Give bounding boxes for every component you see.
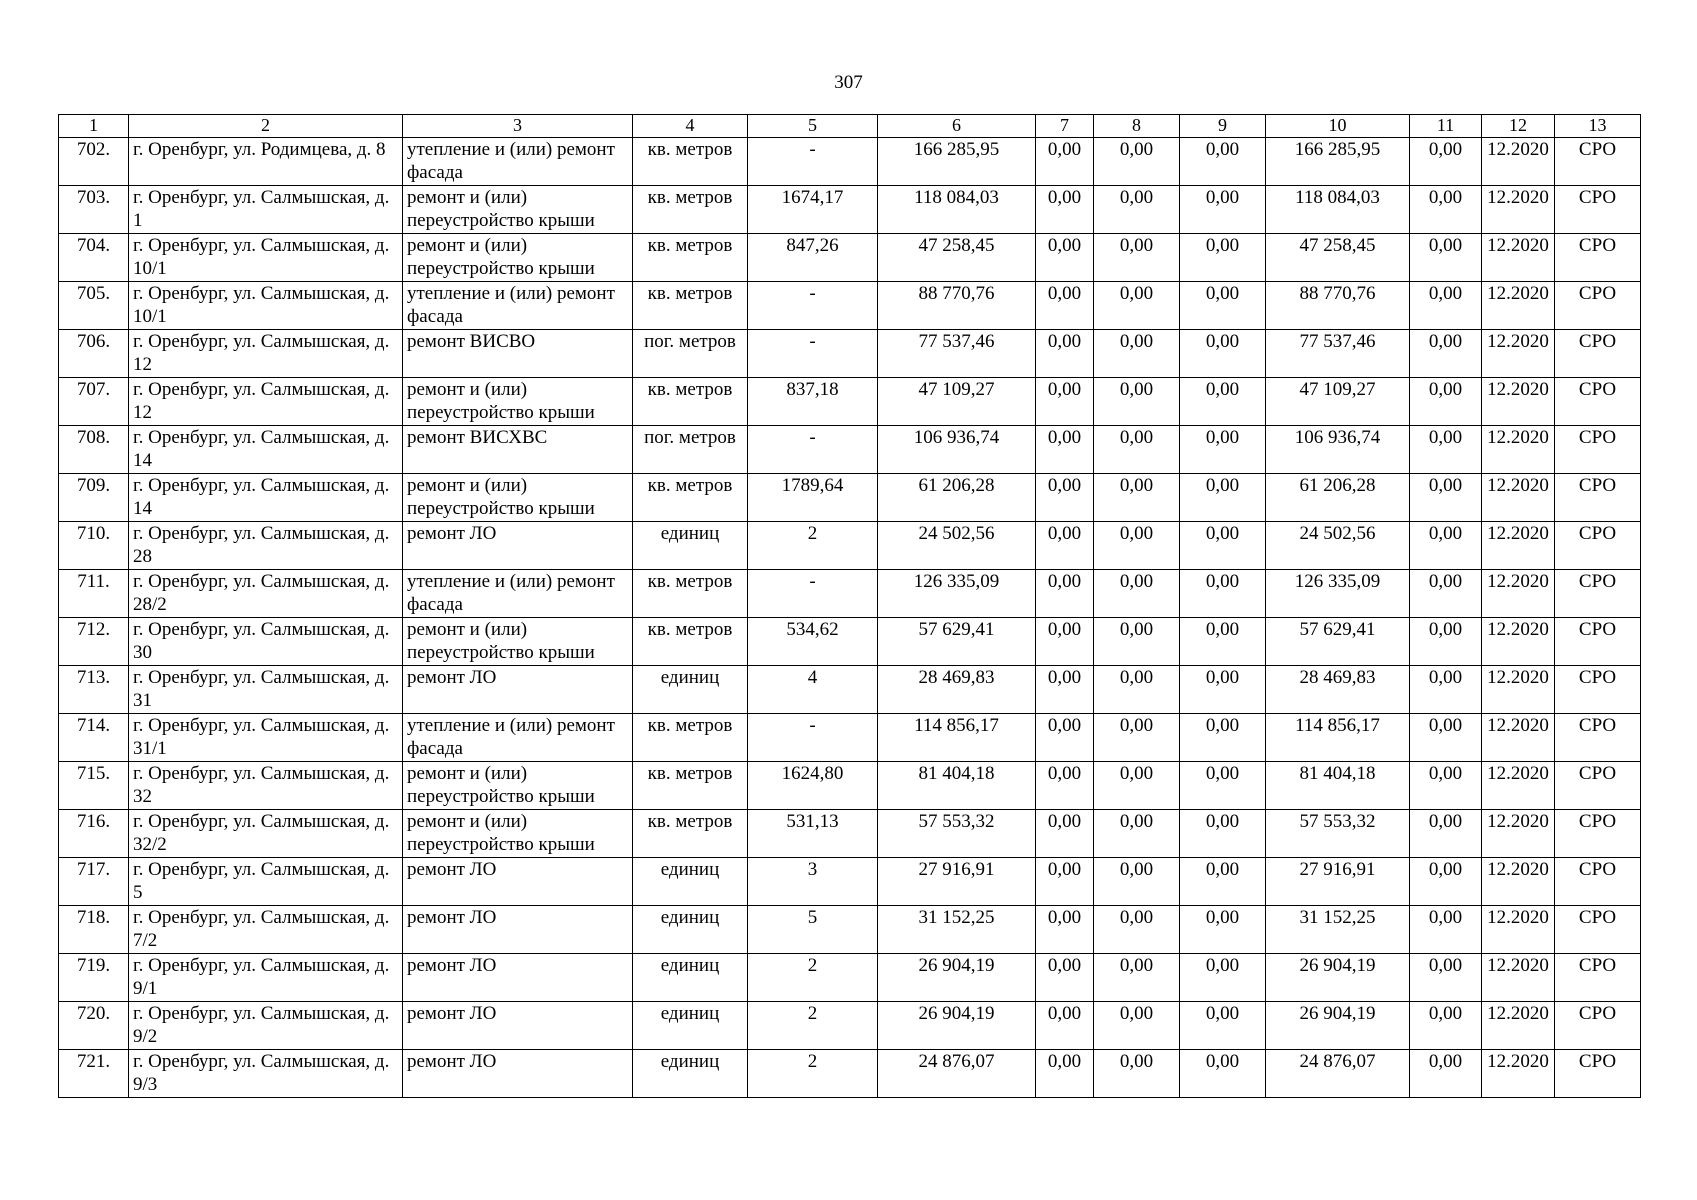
fund-cell: 0,00 [1410, 522, 1482, 570]
fund-cell: 0,00 [1094, 810, 1180, 858]
fund-cell: 0,00 [1094, 426, 1180, 474]
fund-cell: 0,00 [1094, 618, 1180, 666]
fund-cell: 0,00 [1180, 426, 1266, 474]
owner-funds-cell: 47 109,27 [1266, 378, 1410, 426]
deadline-cell: 12.2020 [1482, 234, 1555, 282]
fund-cell: 0,00 [1036, 858, 1094, 906]
total-cost-cell: 26 904,19 [878, 954, 1036, 1002]
deadline-cell: 12.2020 [1482, 570, 1555, 618]
row-number: 709. [59, 474, 129, 522]
deadline-cell: 12.2020 [1482, 858, 1555, 906]
quantity-cell: 534,62 [748, 618, 878, 666]
table-row [59, 570, 1641, 618]
row-number: 710. [59, 522, 129, 570]
table-row [59, 474, 1641, 522]
unit-cell: кв. метров [633, 474, 748, 522]
total-cost-cell: 28 469,83 [878, 666, 1036, 714]
fund-cell: 0,00 [1180, 618, 1266, 666]
deadline-cell: 12.2020 [1482, 1002, 1555, 1050]
unit-cell: кв. метров [633, 714, 748, 762]
fund-owner-cell: СРО [1555, 234, 1641, 282]
row-number: 705. [59, 282, 129, 330]
deadline-cell: 12.2020 [1482, 810, 1555, 858]
fund-cell: 0,00 [1180, 858, 1266, 906]
quantity-cell: 4 [748, 666, 878, 714]
fund-cell: 0,00 [1094, 858, 1180, 906]
owner-funds-cell: 28 469,83 [1266, 666, 1410, 714]
fund-cell: 0,00 [1180, 474, 1266, 522]
deadline-cell: 12.2020 [1482, 906, 1555, 954]
work-type-cell: ремонт ЛО [403, 858, 633, 906]
quantity-cell: 2 [748, 1002, 878, 1050]
table-row [59, 426, 1641, 474]
fund-cell: 0,00 [1180, 378, 1266, 426]
fund-cell: 0,00 [1094, 138, 1180, 186]
fund-cell: 0,00 [1410, 282, 1482, 330]
fund-cell: 0,00 [1036, 762, 1094, 810]
total-cost-cell: 81 404,18 [878, 762, 1036, 810]
deadline-cell: 12.2020 [1482, 762, 1555, 810]
unit-cell: пог. метров [633, 330, 748, 378]
fund-cell: 0,00 [1036, 1050, 1094, 1098]
address-cell: г. Оренбург, ул. Салмышская, д. 10/1 [129, 234, 403, 282]
fund-owner-cell: СРО [1555, 282, 1641, 330]
total-cost-cell: 61 206,28 [878, 474, 1036, 522]
unit-cell: кв. метров [633, 618, 748, 666]
fund-owner-cell: СРО [1555, 186, 1641, 234]
address-cell: г. Оренбург, ул. Салмышская, д. 7/2 [129, 906, 403, 954]
column-number: 12 [1482, 115, 1555, 138]
table-row [59, 330, 1641, 378]
owner-funds-cell: 81 404,18 [1266, 762, 1410, 810]
owner-funds-cell: 26 904,19 [1266, 1002, 1410, 1050]
table-row [59, 234, 1641, 282]
fund-cell: 0,00 [1410, 426, 1482, 474]
fund-cell: 0,00 [1410, 810, 1482, 858]
fund-owner-cell: СРО [1555, 1002, 1641, 1050]
deadline-cell: 12.2020 [1482, 618, 1555, 666]
fund-cell: 0,00 [1180, 714, 1266, 762]
fund-cell: 0,00 [1180, 810, 1266, 858]
address-cell: г. Оренбург, ул. Салмышская, д. 14 [129, 426, 403, 474]
unit-cell: единиц [633, 858, 748, 906]
total-cost-cell: 106 936,74 [878, 426, 1036, 474]
address-cell: г. Оренбург, ул. Салмышская, д. 32 [129, 762, 403, 810]
fund-cell: 0,00 [1180, 522, 1266, 570]
fund-cell: 0,00 [1180, 330, 1266, 378]
fund-cell: 0,00 [1094, 378, 1180, 426]
unit-cell: единиц [633, 1002, 748, 1050]
address-cell: г. Оренбург, ул. Салмышская, д. 31 [129, 666, 403, 714]
column-number: 1 [59, 115, 129, 138]
deadline-cell: 12.2020 [1482, 282, 1555, 330]
quantity-cell: 3 [748, 858, 878, 906]
quantity-cell: 1624,80 [748, 762, 878, 810]
table-row [59, 186, 1641, 234]
work-type-cell: утепление и (или) ремонт фасада [403, 714, 633, 762]
work-type-cell: ремонт ЛО [403, 1050, 633, 1098]
deadline-cell: 12.2020 [1482, 714, 1555, 762]
unit-cell: кв. метров [633, 138, 748, 186]
deadline-cell: 12.2020 [1482, 378, 1555, 426]
address-cell: г. Оренбург, ул. Родимцева, д. 8 [129, 138, 403, 186]
fund-cell: 0,00 [1094, 570, 1180, 618]
fund-cell: 0,00 [1036, 1002, 1094, 1050]
owner-funds-cell: 24 876,07 [1266, 1050, 1410, 1098]
fund-owner-cell: СРО [1555, 954, 1641, 1002]
fund-cell: 0,00 [1180, 1050, 1266, 1098]
fund-cell: 0,00 [1410, 762, 1482, 810]
fund-owner-cell: СРО [1555, 570, 1641, 618]
address-cell: г. Оренбург, ул. Салмышская, д. 5 [129, 858, 403, 906]
owner-funds-cell: 126 335,09 [1266, 570, 1410, 618]
fund-cell: 0,00 [1180, 1002, 1266, 1050]
fund-cell: 0,00 [1036, 810, 1094, 858]
total-cost-cell: 126 335,09 [878, 570, 1036, 618]
fund-cell: 0,00 [1094, 474, 1180, 522]
total-cost-cell: 114 856,17 [878, 714, 1036, 762]
fund-cell: 0,00 [1036, 234, 1094, 282]
fund-owner-cell: СРО [1555, 666, 1641, 714]
table-row [59, 954, 1641, 1002]
fund-cell: 0,00 [1410, 858, 1482, 906]
address-cell: г. Оренбург, ул. Салмышская, д. 10/1 [129, 282, 403, 330]
owner-funds-cell: 114 856,17 [1266, 714, 1410, 762]
work-type-cell: ремонт и (или) переустройство крыши [403, 810, 633, 858]
quantity-cell: 2 [748, 954, 878, 1002]
fund-cell: 0,00 [1180, 282, 1266, 330]
owner-funds-cell: 31 152,25 [1266, 906, 1410, 954]
fund-cell: 0,00 [1036, 378, 1094, 426]
deadline-cell: 12.2020 [1482, 330, 1555, 378]
fund-owner-cell: СРО [1555, 378, 1641, 426]
unit-cell: кв. метров [633, 570, 748, 618]
row-number: 702. [59, 138, 129, 186]
address-cell: г. Оренбург, ул. Салмышская, д. 9/2 [129, 1002, 403, 1050]
deadline-cell: 12.2020 [1482, 186, 1555, 234]
work-type-cell: ремонт ЛО [403, 666, 633, 714]
table-row [59, 522, 1641, 570]
address-cell: г. Оренбург, ул. Салмышская, д. 9/3 [129, 1050, 403, 1098]
work-type-cell: ремонт ЛО [403, 954, 633, 1002]
total-cost-cell: 24 502,56 [878, 522, 1036, 570]
quantity-cell: 837,18 [748, 378, 878, 426]
total-cost-cell: 27 916,91 [878, 858, 1036, 906]
column-number: 5 [748, 115, 878, 138]
fund-cell: 0,00 [1094, 282, 1180, 330]
quantity-cell: - [748, 282, 878, 330]
fund-owner-cell: СРО [1555, 1050, 1641, 1098]
fund-cell: 0,00 [1094, 1050, 1180, 1098]
fund-owner-cell: СРО [1555, 474, 1641, 522]
quantity-cell: - [748, 426, 878, 474]
column-number: 9 [1180, 115, 1266, 138]
address-cell: г. Оренбург, ул. Салмышская, д. 9/1 [129, 954, 403, 1002]
unit-cell: кв. метров [633, 234, 748, 282]
quantity-cell: - [748, 714, 878, 762]
quantity-cell: 5 [748, 906, 878, 954]
unit-cell: единиц [633, 1050, 748, 1098]
page-number: 307 [834, 72, 863, 93]
fund-cell: 0,00 [1094, 330, 1180, 378]
fund-owner-cell: СРО [1555, 330, 1641, 378]
fund-cell: 0,00 [1094, 906, 1180, 954]
address-cell: г. Оренбург, ул. Салмышская, д. 12 [129, 378, 403, 426]
column-number: 8 [1094, 115, 1180, 138]
fund-cell: 0,00 [1036, 138, 1094, 186]
column-number-row [59, 115, 1641, 138]
fund-owner-cell: СРО [1555, 858, 1641, 906]
table-row [59, 1002, 1641, 1050]
fund-cell: 0,00 [1180, 906, 1266, 954]
row-number: 707. [59, 378, 129, 426]
fund-cell: 0,00 [1036, 714, 1094, 762]
table-row [59, 138, 1641, 186]
total-cost-cell: 47 258,45 [878, 234, 1036, 282]
fund-cell: 0,00 [1036, 570, 1094, 618]
row-number: 719. [59, 954, 129, 1002]
owner-funds-cell: 57 629,41 [1266, 618, 1410, 666]
total-cost-cell: 77 537,46 [878, 330, 1036, 378]
fund-cell: 0,00 [1094, 1002, 1180, 1050]
owner-funds-cell: 88 770,76 [1266, 282, 1410, 330]
fund-cell: 0,00 [1410, 954, 1482, 1002]
deadline-cell: 12.2020 [1482, 138, 1555, 186]
row-number: 716. [59, 810, 129, 858]
fund-cell: 0,00 [1410, 570, 1482, 618]
fund-cell: 0,00 [1180, 186, 1266, 234]
fund-cell: 0,00 [1410, 906, 1482, 954]
fund-cell: 0,00 [1180, 666, 1266, 714]
total-cost-cell: 88 770,76 [878, 282, 1036, 330]
fund-cell: 0,00 [1410, 378, 1482, 426]
total-cost-cell: 57 553,32 [878, 810, 1036, 858]
fund-cell: 0,00 [1410, 714, 1482, 762]
fund-cell: 0,00 [1036, 282, 1094, 330]
quantity-cell: - [748, 330, 878, 378]
row-number: 715. [59, 762, 129, 810]
column-number: 6 [878, 115, 1036, 138]
owner-funds-cell: 106 936,74 [1266, 426, 1410, 474]
fund-cell: 0,00 [1410, 618, 1482, 666]
total-cost-cell: 47 109,27 [878, 378, 1036, 426]
work-type-cell: ремонт и (или) переустройство крыши [403, 378, 633, 426]
work-type-cell: ремонт ЛО [403, 906, 633, 954]
fund-cell: 0,00 [1036, 330, 1094, 378]
work-type-cell: утепление и (или) ремонт фасада [403, 570, 633, 618]
quantity-cell: - [748, 138, 878, 186]
owner-funds-cell: 27 916,91 [1266, 858, 1410, 906]
work-type-cell: ремонт и (или) переустройство крыши [403, 234, 633, 282]
deadline-cell: 12.2020 [1482, 1050, 1555, 1098]
address-cell: г. Оренбург, ул. Салмышская, д. 1 [129, 186, 403, 234]
unit-cell: пог. метров [633, 426, 748, 474]
fund-cell: 0,00 [1094, 714, 1180, 762]
fund-cell: 0,00 [1036, 522, 1094, 570]
fund-cell: 0,00 [1094, 954, 1180, 1002]
fund-cell: 0,00 [1410, 234, 1482, 282]
deadline-cell: 12.2020 [1482, 666, 1555, 714]
fund-cell: 0,00 [1094, 234, 1180, 282]
fund-cell: 0,00 [1036, 474, 1094, 522]
row-number: 721. [59, 1050, 129, 1098]
column-number: 4 [633, 115, 748, 138]
table-row [59, 906, 1641, 954]
address-cell: г. Оренбург, ул. Салмышская, д. 30 [129, 618, 403, 666]
fund-cell: 0,00 [1036, 186, 1094, 234]
address-cell: г. Оренбург, ул. Салмышская, д. 32/2 [129, 810, 403, 858]
unit-cell: кв. метров [633, 378, 748, 426]
fund-owner-cell: СРО [1555, 618, 1641, 666]
row-number: 714. [59, 714, 129, 762]
fund-owner-cell: СРО [1555, 714, 1641, 762]
quantity-cell: 1789,64 [748, 474, 878, 522]
deadline-cell: 12.2020 [1482, 474, 1555, 522]
quantity-cell: 2 [748, 522, 878, 570]
fund-cell: 0,00 [1180, 570, 1266, 618]
owner-funds-cell: 24 502,56 [1266, 522, 1410, 570]
fund-cell: 0,00 [1410, 186, 1482, 234]
owner-funds-cell: 57 553,32 [1266, 810, 1410, 858]
address-cell: г. Оренбург, ул. Салмышская, д. 12 [129, 330, 403, 378]
fund-owner-cell: СРО [1555, 138, 1641, 186]
work-type-cell: ремонт и (или) переустройство крыши [403, 762, 633, 810]
column-number: 13 [1555, 115, 1641, 138]
row-number: 718. [59, 906, 129, 954]
address-cell: г. Оренбург, ул. Салмышская, д. 14 [129, 474, 403, 522]
quantity-cell: 531,13 [748, 810, 878, 858]
owner-funds-cell: 47 258,45 [1266, 234, 1410, 282]
column-number: 11 [1410, 115, 1482, 138]
fund-cell: 0,00 [1180, 954, 1266, 1002]
fund-cell: 0,00 [1410, 666, 1482, 714]
row-number: 706. [59, 330, 129, 378]
unit-cell: единиц [633, 666, 748, 714]
work-type-cell: ремонт ЛО [403, 1002, 633, 1050]
fund-cell: 0,00 [1036, 906, 1094, 954]
total-cost-cell: 26 904,19 [878, 1002, 1036, 1050]
quantity-cell: 2 [748, 1050, 878, 1098]
unit-cell: единиц [633, 954, 748, 1002]
fund-owner-cell: СРО [1555, 426, 1641, 474]
owner-funds-cell: 26 904,19 [1266, 954, 1410, 1002]
unit-cell: кв. метров [633, 810, 748, 858]
row-number: 711. [59, 570, 129, 618]
work-type-cell: утепление и (или) ремонт фасада [403, 138, 633, 186]
column-number: 2 [129, 115, 403, 138]
owner-funds-cell: 166 285,95 [1266, 138, 1410, 186]
column-number: 10 [1266, 115, 1410, 138]
address-cell: г. Оренбург, ул. Салмышская, д. 31/1 [129, 714, 403, 762]
fund-owner-cell: СРО [1555, 906, 1641, 954]
deadline-cell: 12.2020 [1482, 522, 1555, 570]
unit-cell: кв. метров [633, 282, 748, 330]
row-number: 704. [59, 234, 129, 282]
total-cost-cell: 31 152,25 [878, 906, 1036, 954]
work-type-cell: ремонт ВИСХВС [403, 426, 633, 474]
row-number: 708. [59, 426, 129, 474]
owner-funds-cell: 118 084,03 [1266, 186, 1410, 234]
table-row [59, 858, 1641, 906]
column-number: 7 [1036, 115, 1094, 138]
table-row [59, 666, 1641, 714]
fund-cell: 0,00 [1094, 762, 1180, 810]
table-row [59, 810, 1641, 858]
fund-cell: 0,00 [1410, 1002, 1482, 1050]
fund-cell: 0,00 [1180, 762, 1266, 810]
fund-owner-cell: СРО [1555, 762, 1641, 810]
fund-cell: 0,00 [1094, 666, 1180, 714]
total-cost-cell: 166 285,95 [878, 138, 1036, 186]
table-row [59, 1050, 1641, 1098]
work-type-cell: утепление и (или) ремонт фасада [403, 282, 633, 330]
quantity-cell: - [748, 570, 878, 618]
fund-cell: 0,00 [1036, 954, 1094, 1002]
unit-cell: кв. метров [633, 186, 748, 234]
deadline-cell: 12.2020 [1482, 954, 1555, 1002]
fund-cell: 0,00 [1410, 1050, 1482, 1098]
table-row [59, 762, 1641, 810]
work-type-cell: ремонт ЛО [403, 522, 633, 570]
unit-cell: единиц [633, 906, 748, 954]
fund-cell: 0,00 [1410, 138, 1482, 186]
fund-cell: 0,00 [1180, 138, 1266, 186]
row-number: 720. [59, 1002, 129, 1050]
table-row [59, 282, 1641, 330]
fund-cell: 0,00 [1410, 330, 1482, 378]
address-cell: г. Оренбург, ул. Салмышская, д. 28/2 [129, 570, 403, 618]
fund-cell: 0,00 [1036, 426, 1094, 474]
row-number: 712. [59, 618, 129, 666]
work-type-cell: ремонт и (или) переустройство крыши [403, 186, 633, 234]
fund-cell: 0,00 [1094, 522, 1180, 570]
address-cell: г. Оренбург, ул. Салмышская, д. 28 [129, 522, 403, 570]
row-number: 717. [59, 858, 129, 906]
fund-owner-cell: СРО [1555, 522, 1641, 570]
capital-repair-table [58, 114, 1641, 1098]
owner-funds-cell: 77 537,46 [1266, 330, 1410, 378]
table-row [59, 378, 1641, 426]
work-type-cell: ремонт ВИСВО [403, 330, 633, 378]
total-cost-cell: 118 084,03 [878, 186, 1036, 234]
total-cost-cell: 24 876,07 [878, 1050, 1036, 1098]
column-number: 3 [403, 115, 633, 138]
owner-funds-cell: 61 206,28 [1266, 474, 1410, 522]
table-row [59, 618, 1641, 666]
quantity-cell: 847,26 [748, 234, 878, 282]
fund-cell: 0,00 [1094, 186, 1180, 234]
fund-owner-cell: СРО [1555, 810, 1641, 858]
work-type-cell: ремонт и (или) переустройство крыши [403, 618, 633, 666]
fund-cell: 0,00 [1036, 618, 1094, 666]
quantity-cell: 1674,17 [748, 186, 878, 234]
fund-cell: 0,00 [1036, 666, 1094, 714]
table-row [59, 714, 1641, 762]
row-number: 713. [59, 666, 129, 714]
fund-cell: 0,00 [1410, 474, 1482, 522]
deadline-cell: 12.2020 [1482, 426, 1555, 474]
unit-cell: кв. метров [633, 762, 748, 810]
row-number: 703. [59, 186, 129, 234]
fund-cell: 0,00 [1180, 234, 1266, 282]
unit-cell: единиц [633, 522, 748, 570]
work-type-cell: ремонт и (или) переустройство крыши [403, 474, 633, 522]
total-cost-cell: 57 629,41 [878, 618, 1036, 666]
